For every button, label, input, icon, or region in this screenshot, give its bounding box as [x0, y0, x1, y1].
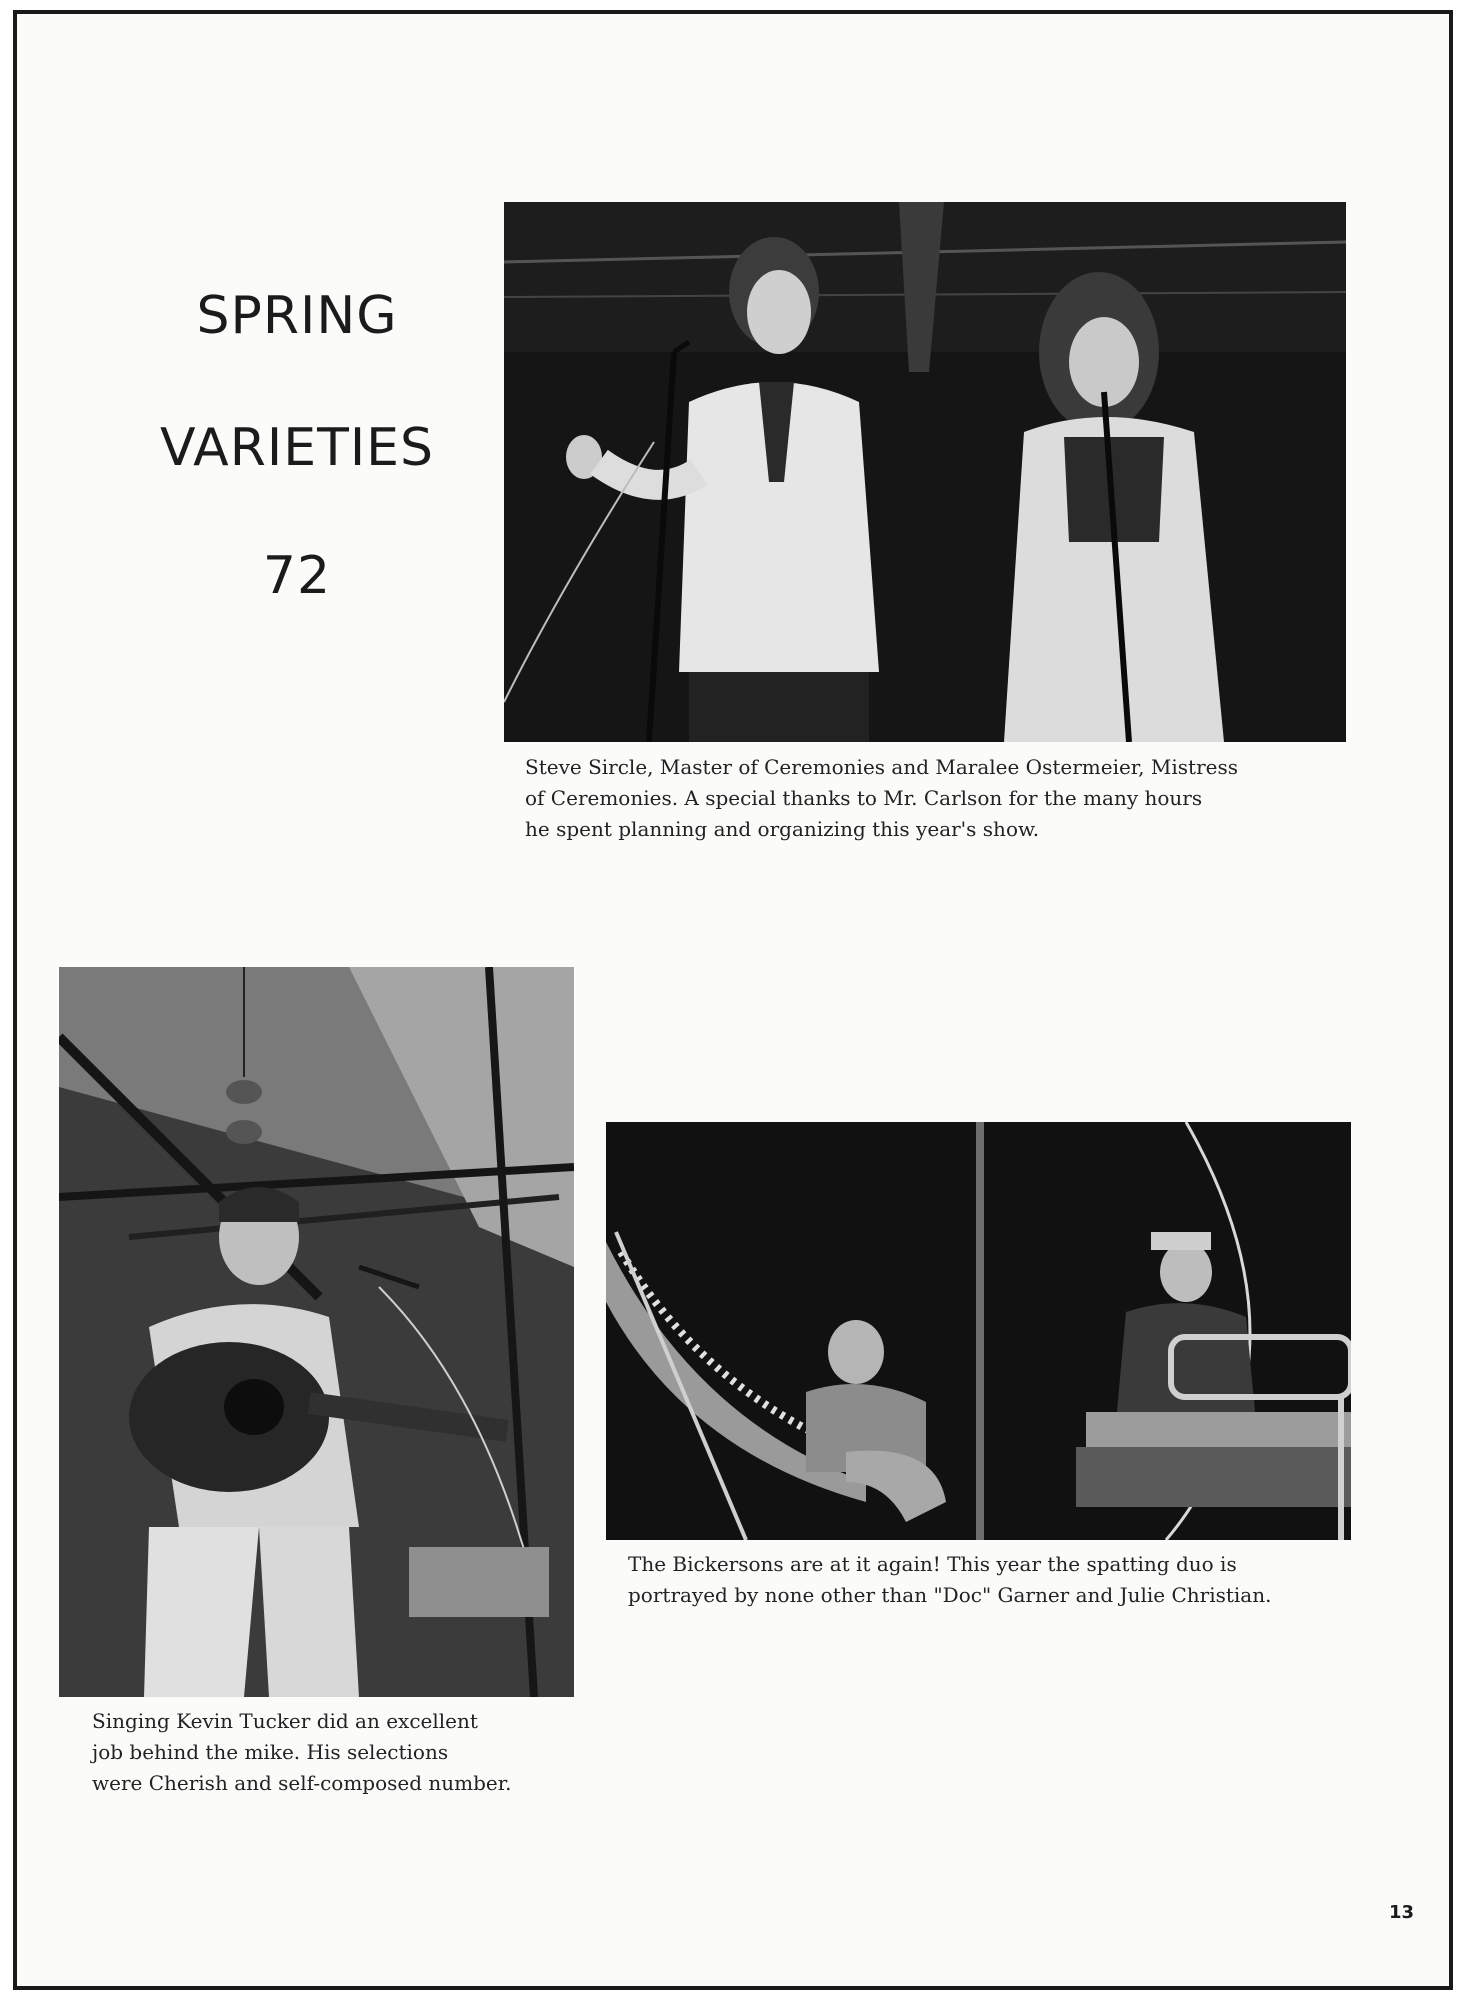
title-varieties: VARIETIES [159, 418, 435, 478]
caption-bottom-right [628, 1549, 1271, 1611]
title-spring: SPRING [196, 286, 398, 346]
caption-top-line-2: of Ceremonies. A special thanks to Mr. Carlson for the many hours [525, 786, 1203, 810]
caption-top-line-3: he spent planning and organizing this year's show. [525, 817, 1040, 841]
photo-bickersons [606, 1122, 1351, 1540]
caption-top-line-1: Steve Sircle, Master of Ceremonies and Maralee Ostermeier, Mistress [525, 755, 1238, 779]
caption-bottom-left-line-2: job behind the mike. His selections [92, 1740, 449, 1764]
photo-masters-of-ceremonies [504, 202, 1346, 742]
yearbook-page [13, 10, 1453, 1990]
title-year: 72 [262, 546, 332, 606]
caption-bottom-right-line-2: portrayed by none other than "Doc" Garner and Julie Christian. [628, 1583, 1272, 1607]
caption-bottom-left-line-1: Singing Kevin Tucker did an excellent [92, 1709, 478, 1733]
photo-singer-guitar [59, 967, 574, 1697]
caption-bottom-right-line-1: The Bickersons are at it again! This year the spatting duo is [628, 1552, 1237, 1576]
caption-bottom-left-line-3: were Cherish and self-composed number. [92, 1771, 512, 1795]
caption-bottom-left [92, 1706, 512, 1799]
caption-top [525, 752, 1238, 845]
page-number: 13 [1389, 1902, 1415, 1923]
